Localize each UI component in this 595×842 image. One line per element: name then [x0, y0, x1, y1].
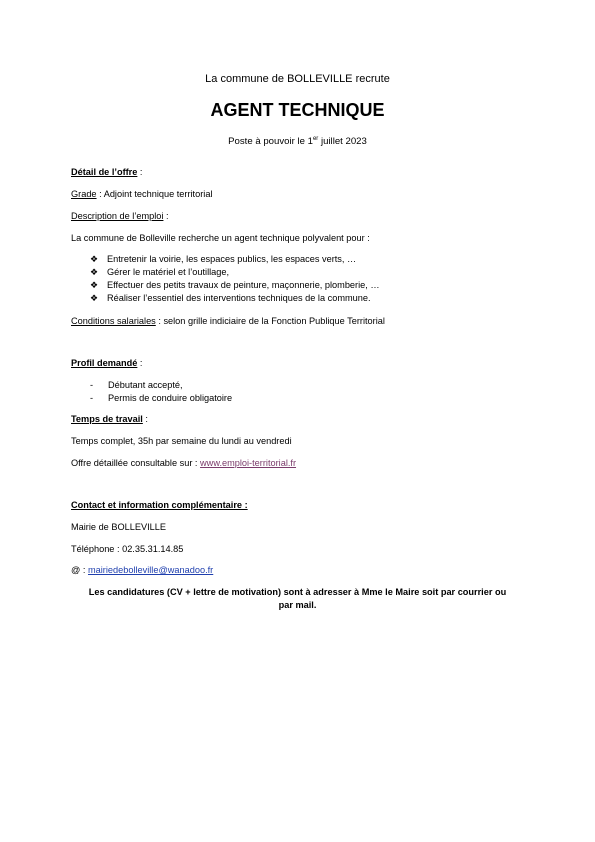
offre-heading-label: Détail de l’offre	[71, 167, 138, 177]
email-line	[71, 564, 213, 576]
description-suffix: :	[163, 211, 169, 221]
temps-heading-suffix: :	[142, 414, 148, 424]
diamond-bullet-icon: ❖	[90, 280, 99, 290]
bullet-text: Gérer le matériel et l’outillage,	[107, 267, 230, 277]
dash-bullet-icon: -	[90, 380, 94, 390]
bullet-text: Entretenir la voirie, les espaces publics, les espaces verts, …	[107, 254, 357, 264]
profil-item: Débutant accepté,	[108, 380, 183, 390]
emploi-territorial-link[interactable]: www.emploi-territorial.fr	[200, 458, 297, 468]
grade-value: : Adjoint technique territorial	[96, 189, 213, 199]
profil-item: Permis de conduire obligatoire	[108, 393, 233, 403]
grade-label: Grade	[71, 189, 97, 199]
temps-value: Temps complet, 35h par semaine du lundi au vendredi	[71, 436, 292, 446]
list-item	[0, 279, 595, 292]
conditions-value: : selon grille indiciaire de la Fonction Publique Territorial	[155, 316, 385, 326]
diamond-bullet-icon: ❖	[90, 267, 99, 277]
temps-heading	[71, 413, 148, 425]
diamond-bullet-icon: ❖	[90, 293, 99, 303]
bullet-text: Effectuer des petits travaux de peinture, maçonnerie, plomberie, …	[107, 280, 380, 290]
profil-heading	[71, 357, 142, 369]
conditions-line	[71, 315, 385, 327]
bullet-text: Réaliser l’essentiel des interventions techniques de la commune.	[107, 293, 371, 303]
offre-heading-suffix: :	[137, 167, 143, 177]
conditions-label: Conditions salariales	[71, 316, 156, 326]
dash-bullet-icon: -	[90, 393, 94, 403]
list-item	[0, 292, 595, 305]
offre-heading	[71, 166, 142, 178]
email-prefix: @ :	[71, 565, 88, 575]
description-line	[71, 210, 169, 222]
list-item	[0, 379, 595, 392]
description-label: Description de l’emploi	[71, 211, 164, 221]
telephone-line: Téléphone : 02.35.31.14.85	[71, 544, 184, 554]
poste-line	[0, 136, 595, 148]
list-item	[0, 266, 595, 279]
mairie-name: Mairie de BOLLEVILLE	[71, 522, 166, 532]
temps-heading-label: Temps de travail	[71, 414, 143, 424]
contact-heading: Contact et information complémentaire :	[71, 500, 248, 510]
profil-heading-suffix: :	[137, 358, 143, 368]
offre-detail-prefix: Offre détaillée consultable sur :	[71, 458, 201, 468]
grade-line	[71, 188, 212, 200]
poste-sup: er	[312, 135, 319, 142]
email-link[interactable]: mairiedebolleville@wanadoo.fr	[87, 565, 214, 575]
profil-heading-label: Profil demandé	[71, 358, 138, 368]
description-intro: La commune de Bolleville recherche un agent technique polyvalent pour :	[71, 233, 370, 243]
list-item	[0, 253, 595, 266]
closing-line-2: par mail.	[278, 600, 317, 610]
list-item	[0, 392, 595, 405]
diamond-bullet-icon: ❖	[90, 254, 99, 264]
page-title: AGENT TECHNIQUE	[210, 100, 385, 120]
poste-prefix: Poste à pouvoir le 1	[228, 136, 313, 147]
intro-line: La commune de BOLLEVILLE recrute	[205, 73, 390, 85]
offre-detail-line	[71, 457, 296, 469]
closing-line-1: Les candidatures (CV + lettre de motivation) sont à adresser à Mme le Maire soit par courrier ou	[88, 587, 507, 597]
poste-suffix: juillet 2023	[318, 136, 367, 147]
